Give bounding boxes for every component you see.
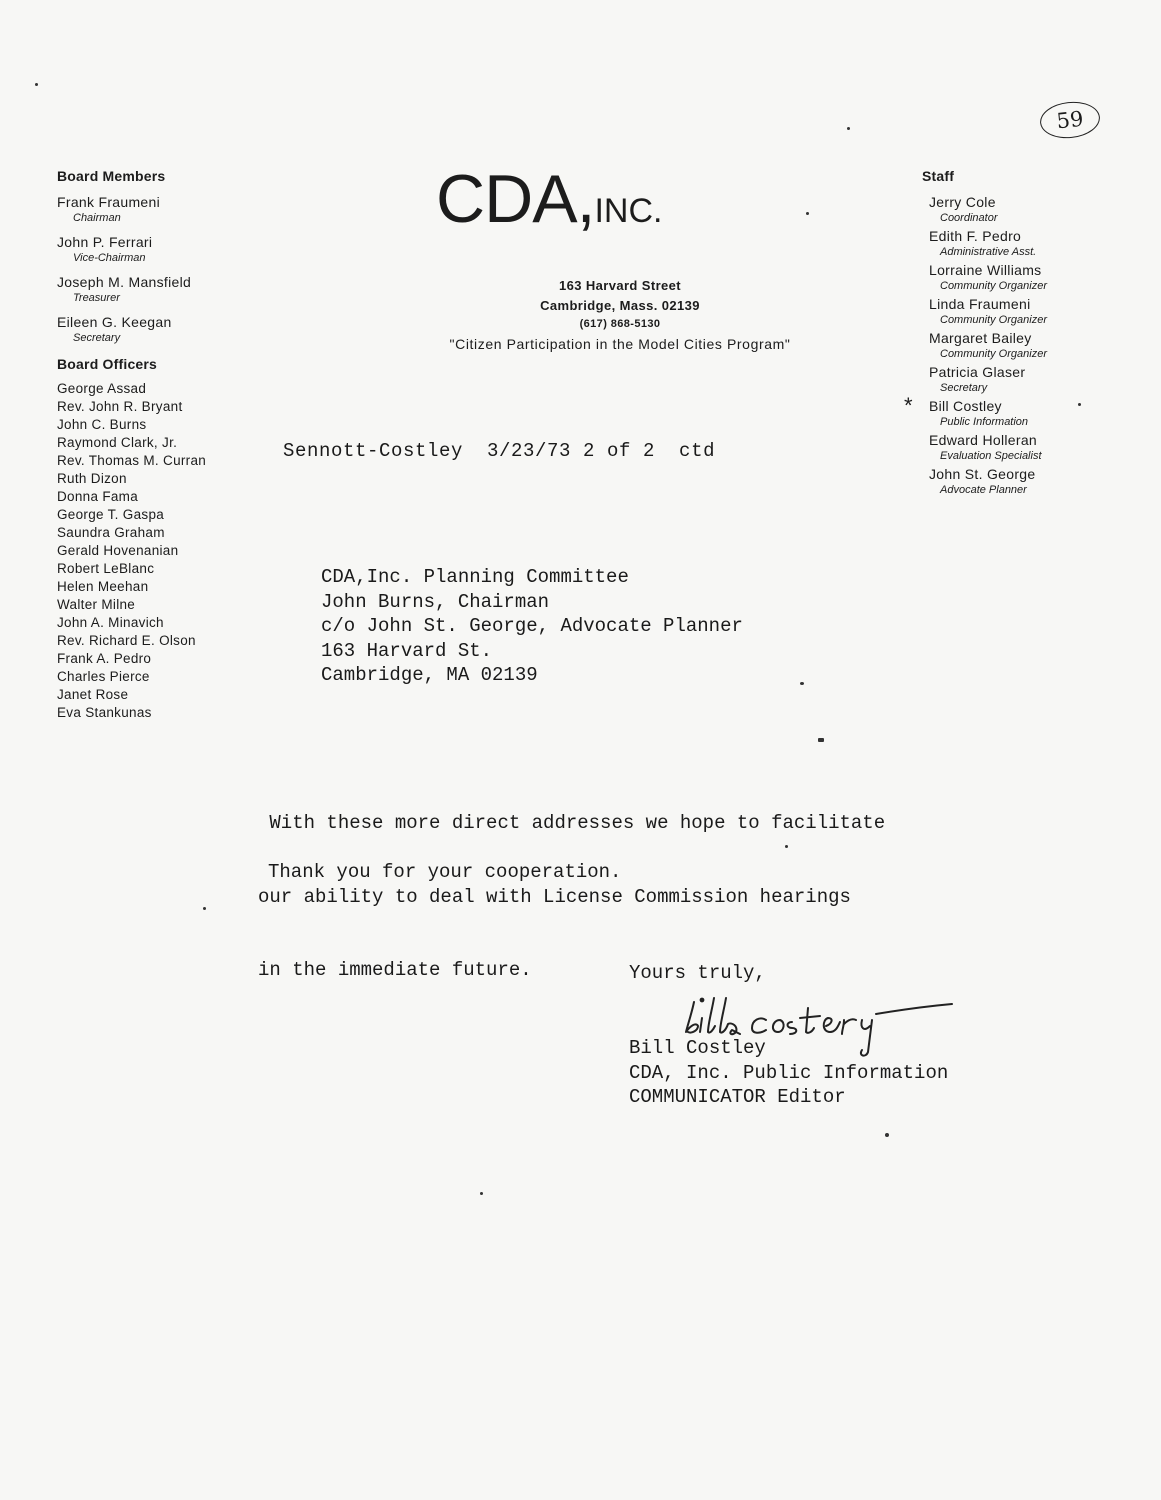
logo-suffix: INC.	[594, 192, 663, 230]
page-number: 59	[1038, 99, 1101, 141]
staff-member-title: Evaluation Specialist	[940, 450, 1042, 462]
addressee-line: CDA,Inc. Planning Committee	[321, 566, 629, 588]
board-member-name: Joseph M. Mansfield	[57, 274, 192, 290]
scan-speck	[480, 1192, 483, 1195]
staff-member	[922, 228, 1122, 260]
board-officer: Rev. John R. Bryant	[57, 399, 183, 414]
addressee-line: c/o John St. George, Advocate Planner	[321, 615, 743, 637]
scan-speck	[800, 682, 804, 685]
board-officer: Charles Pierce	[57, 669, 150, 684]
board-member	[57, 314, 287, 344]
board-officer: George Assad	[57, 381, 147, 396]
board-member	[57, 234, 287, 264]
board-officer: Raymond Clark, Jr.	[57, 435, 178, 450]
addressee-line: John Burns, Chairman	[321, 590, 550, 613]
scan-speck	[806, 212, 809, 215]
staff-heading: Staff	[922, 168, 955, 184]
addressee-block	[321, 565, 743, 688]
staff-member-name: Edward Holleran	[929, 432, 1037, 448]
address-street: 163 Harvard Street	[558, 278, 682, 293]
staff-member-name: Edith F. Pedro	[929, 228, 1022, 244]
staff-list	[904, 194, 1122, 498]
board-officer: George T. Gaspa	[57, 507, 165, 522]
logo-main: CDA,	[436, 161, 595, 237]
letter-reference: Sennott-Costley 3/23/73 2 of 2 ctd	[283, 440, 716, 462]
board-member-title: Treasurer	[73, 292, 120, 304]
cda-logo	[436, 160, 736, 238]
scan-speck	[818, 738, 824, 742]
staff-member-name: Bill Costley	[929, 398, 1002, 414]
letter-body	[258, 762, 885, 1007]
signer-role: COMMUNICATOR Editor	[629, 1086, 846, 1108]
staff-member-title: Administrative Asst.	[940, 246, 1037, 258]
board-officer: Frank A. Pedro	[57, 651, 152, 666]
board-officer: Saundra Graham	[57, 525, 165, 540]
board-officers-list	[57, 380, 287, 722]
staff-member	[922, 364, 1122, 396]
board-member-name: Eileen G. Keegan	[57, 314, 172, 330]
board-officer: Janet Rose	[57, 687, 129, 702]
board-member-title: Vice-Chairman	[73, 252, 146, 264]
board-member-name: Frank Fraumeni	[57, 194, 161, 210]
body-line: in the immediate future.	[258, 959, 532, 981]
board-column	[57, 168, 287, 722]
staff-member-title: Coordinator	[940, 212, 998, 224]
address-city: Cambridge, Mass. 02139	[540, 297, 700, 313]
staff-member	[922, 432, 1122, 464]
board-officer: Gerald Hovenanian	[57, 543, 179, 558]
asterisk-mark: *	[904, 393, 913, 418]
staff-member-title: Advocate Planner	[940, 484, 1027, 496]
staff-member-name: Jerry Cole	[929, 194, 996, 210]
staff-member	[922, 194, 1122, 226]
body-line: our ability to deal with License Commission hearings	[258, 885, 851, 908]
addressee-line: Cambridge, MA 02139	[321, 664, 538, 686]
board-officer: Donna Fama	[57, 489, 139, 504]
board-member-name: John P. Ferrari	[57, 234, 153, 250]
scan-speck	[1078, 403, 1081, 406]
board-member	[57, 194, 287, 224]
signature-block	[629, 1036, 948, 1110]
staff-member	[904, 393, 1122, 430]
staff-member-title: Community Organizer	[940, 280, 1047, 292]
address-phone: (617) 868-5130	[579, 318, 661, 330]
board-officer: John C. Burns	[57, 417, 147, 432]
signer-org: CDA, Inc. Public Information	[629, 1061, 949, 1084]
board-officer: Helen Meehan	[57, 579, 149, 594]
signer-name: Bill Costley	[629, 1037, 766, 1059]
board-officer: John A. Minavich	[57, 615, 164, 630]
letterhead-motto: "Citizen Participation in the Model Cities Program"	[449, 335, 791, 352]
scan-speck	[203, 907, 206, 910]
board-member	[57, 274, 287, 304]
addressee-line: 163 Harvard St.	[321, 639, 493, 662]
board-member-title: Chairman	[73, 212, 121, 224]
board-members-heading: Board Members	[57, 168, 166, 184]
staff-member-name: Margaret Bailey	[929, 330, 1032, 346]
board-officer: Eva Stankunas	[57, 705, 152, 720]
scan-speck	[847, 127, 850, 130]
staff-member-name: John St. George	[929, 466, 1036, 482]
board-member-title: Secretary	[73, 332, 121, 344]
board-officer: Ruth Dizon	[57, 471, 127, 486]
board-members-list	[57, 194, 287, 344]
staff-member	[922, 296, 1122, 328]
letterhead-address	[330, 276, 910, 354]
scan-speck	[35, 83, 38, 86]
body-line: With these more direct addresses we hope to facilitate	[258, 812, 886, 834]
board-officer: Robert LeBlanc	[57, 561, 155, 576]
letter-closing: Yours truly,	[629, 962, 766, 984]
board-officer: Rev. Thomas M. Curran	[57, 453, 207, 468]
board-officers-heading: Board Officers	[57, 356, 158, 372]
staff-member-name: Linda Fraumeni	[929, 296, 1031, 312]
letter-thanks: Thank you for your cooperation.	[268, 861, 622, 883]
scan-speck	[885, 1133, 889, 1137]
staff-member-name: Lorraine Williams	[929, 262, 1042, 278]
staff-member-name: Patricia Glaser	[929, 364, 1026, 380]
staff-member-title: Community Organizer	[940, 348, 1047, 360]
scan-speck	[785, 845, 788, 848]
staff-member	[922, 466, 1122, 498]
staff-member	[922, 330, 1122, 362]
board-officer: Walter Milne	[57, 597, 136, 612]
staff-member-title: Secretary	[940, 382, 988, 394]
staff-member	[922, 262, 1122, 294]
staff-member-title: Public Information	[940, 416, 1029, 428]
staff-member-title: Community Organizer	[940, 314, 1047, 326]
board-officer: Rev. Richard E. Olson	[57, 633, 196, 648]
staff-column	[904, 168, 1122, 500]
